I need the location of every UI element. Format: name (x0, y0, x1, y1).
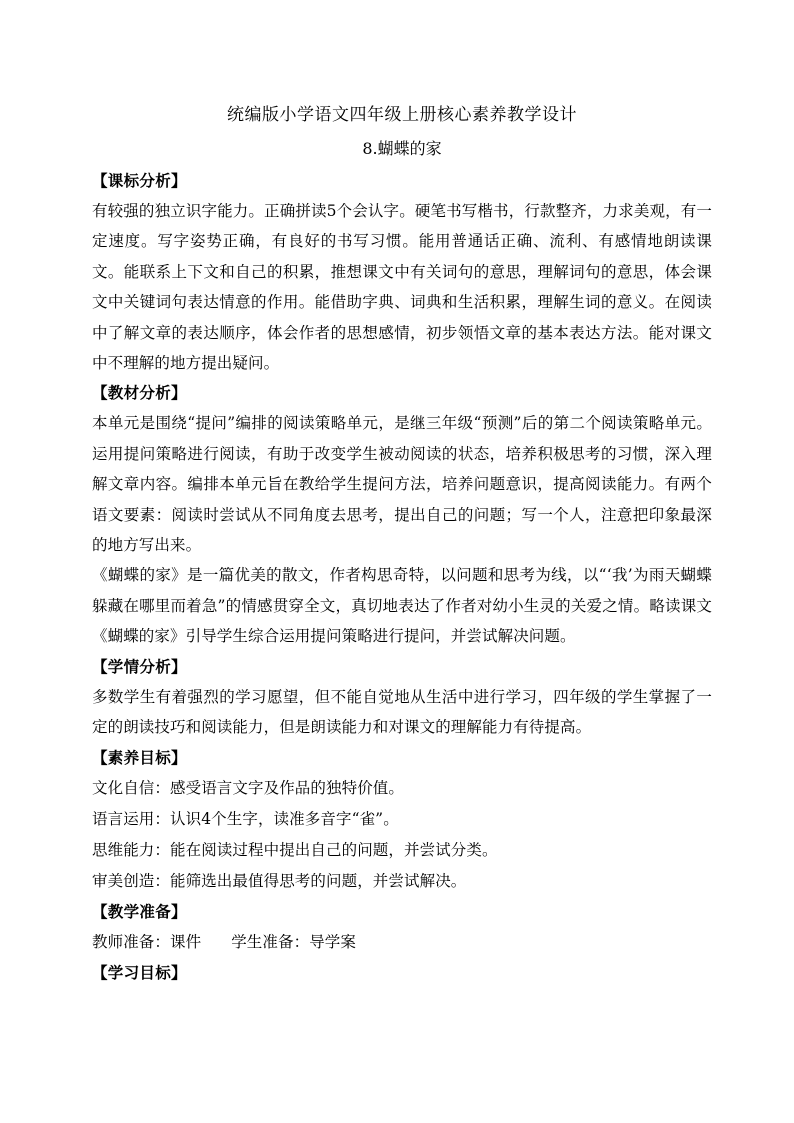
lesson-title: 8.蝴蝶的家 (362, 139, 442, 158)
goal-item-language: 语言运用：认识4个生字，读准多音字“雀”。 (92, 809, 399, 828)
document-page (92, 100, 712, 988)
section-heading-learners: 【学情分析】 (92, 656, 187, 676)
student-preparation: 学生准备：导学案 (231, 932, 357, 951)
goal-item-culture: 文化自信：感受语言文字及作品的独特价值。 (92, 778, 405, 797)
section-heading-curriculum: 【课标分析】 (92, 171, 187, 190)
learner-analysis-text: 多数学生有着强烈的学习愿望，但不能自觉地从生活中进行学习，四年级的学生掌握了一定的朗读技巧和阅读能力，但是朗读能力和对课文的理解能力有待提高。 (92, 687, 712, 737)
goal-item-aesthetics: 审美创造：能筛选出最值得思考的问题，并尝试解决。 (92, 871, 467, 890)
curriculum-analysis-text: 有较强的独立识字能力。正确拼读5个会认字。硬笔书写楷书，行款整齐，力求美观，有一定速度。写字姿势正确，有良好的书写习惯。能用普通话正确、流利、有感情地朗读课文。能联系上下文和自己的积累，推想课文中有关词句的意思，理解词句的意思，体会课文中关键词句表达情意的作用。能借助字典、词典和生活积累，理解生词的意义。在阅读中了解文章的表达顺序，体会作者的思想感情，初步领悟文章的基本表达方法。能对课文中不理解的地方提出疑问。 (92, 202, 712, 373)
document-title: 统编版小学语文四年级上册核心素养教学设计 (227, 105, 577, 125)
section-heading-objectives: 【学习目标】 (92, 962, 187, 982)
section-heading-goals: 【素养目标】 (92, 747, 187, 767)
section-heading-preparation: 【教学准备】 (92, 901, 187, 921)
goal-item-thinking: 思维能力：能在阅读过程中提出自己的问题，并尝试分类。 (92, 840, 498, 859)
textbook-analysis-paragraph-1: 本单元是围绕“提问”编排的阅读策略单元，是继三年级“预测”后的第二个阅读策略单元。运用提问策略进行阅读，有助于改变学生被动阅读的状态，培养积极思考的习惯，深入理解文章内容。编排本单元旨在教给学生提问方法，培养问题意识，提高阅读能力。有两个语文要素：阅读时尝试从不同角度去思考，提出自己的问题；写一个人，注意把印象最深的地方写出来。 (92, 414, 712, 555)
section-heading-textbook: 【教材分析】 (92, 383, 187, 403)
teacher-preparation: 教师准备：课件 (92, 932, 202, 951)
textbook-analysis-paragraph-2: 《蝴蝶的家》是一篇优美的散文，作者构思奇特，以问题和思考为线，以“‘我’为雨天蝴蝶躲藏在哪里而着急”的情感贯穿全文，真切地表达了作者对幼小生灵的关爱之情。略读课文《蝴蝶的家》引导学生综合运用提问策略进行提问，并尝试解决问题。 (92, 566, 712, 646)
preparation-line (92, 927, 712, 958)
